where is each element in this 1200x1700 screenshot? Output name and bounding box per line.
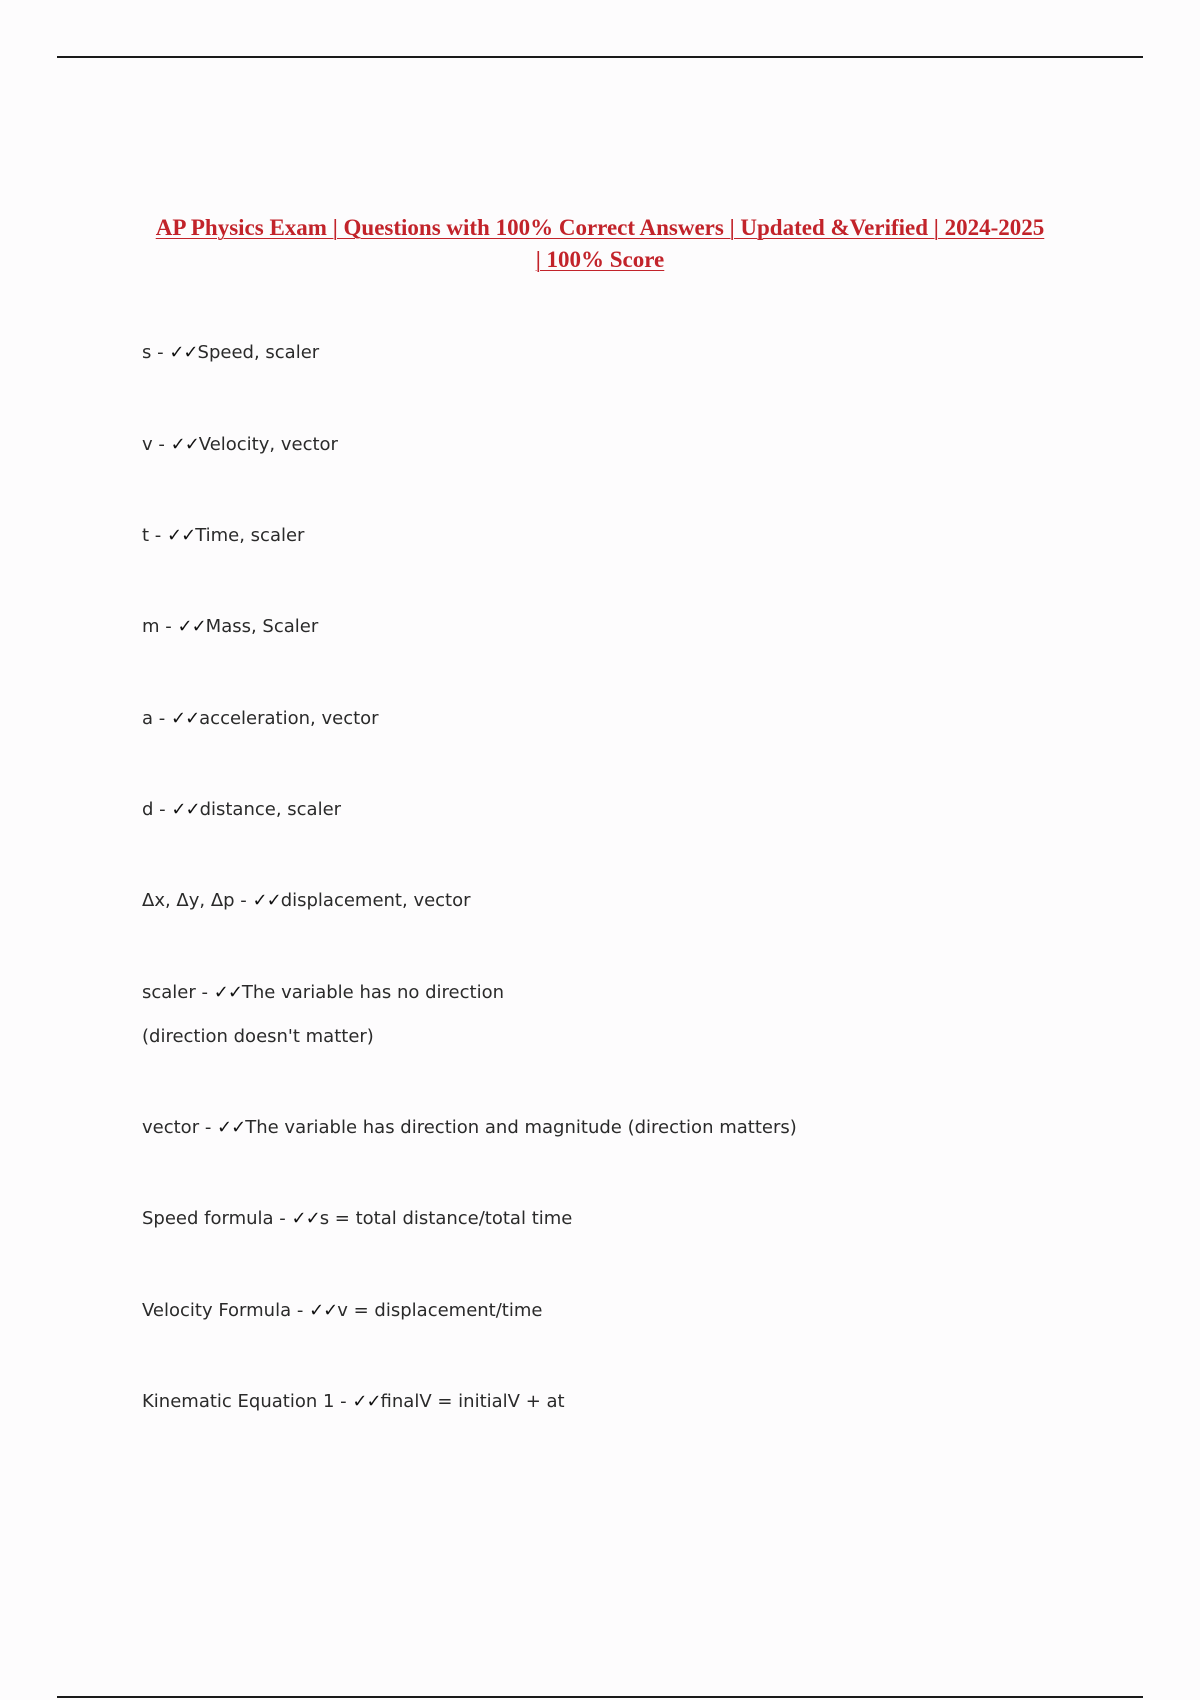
qa-answer: Speed, scaler xyxy=(197,342,320,363)
qa-separator: - xyxy=(199,1117,218,1138)
document-title-line1: AP Physics Exam | Questions with 100% Correct Answers | Updated &Verified | 2024-2025 xyxy=(155,215,1045,240)
qa-term: vector xyxy=(142,1117,200,1138)
qa-term: Kinematic Equation 1 xyxy=(142,1391,335,1412)
qa-term: scaler xyxy=(142,982,196,1003)
qa-item-v xyxy=(142,423,338,467)
document-title xyxy=(100,212,1100,276)
check-mark-icon: ✓✓ xyxy=(170,434,199,455)
qa-separator: - xyxy=(334,1391,353,1412)
qa-term: m xyxy=(142,616,160,637)
qa-item-s xyxy=(142,331,319,375)
qa-separator: - xyxy=(153,708,171,729)
check-mark-icon: ✓✓ xyxy=(170,708,200,729)
qa-term: v xyxy=(142,434,153,455)
qa-separator: - xyxy=(234,890,253,911)
qa-item-m xyxy=(142,605,318,649)
qa-item-vector xyxy=(142,1106,797,1150)
qa-separator: - xyxy=(151,342,170,363)
qa-answer: v = displacement/time xyxy=(337,1300,543,1321)
qa-separator: - xyxy=(153,799,172,820)
check-mark-icon: ✓✓ xyxy=(171,799,200,820)
check-mark-icon: ✓✓ xyxy=(169,342,198,363)
qa-separator: - xyxy=(152,434,171,455)
document-title-line2: | 100% Score xyxy=(535,247,665,272)
qa-separator: - xyxy=(291,1300,310,1321)
qa-answer-continuation: (direction doesn't matter) xyxy=(142,1026,374,1047)
qa-term: Δx, Δy, Δp xyxy=(142,890,235,911)
check-mark-icon: ✓✓ xyxy=(213,982,242,1003)
qa-answer: displacement, vector xyxy=(280,890,471,911)
check-mark-icon: ✓✓ xyxy=(177,616,206,637)
qa-answer: Velocity, vector xyxy=(198,434,338,455)
check-mark-icon: ✓✓ xyxy=(217,1117,246,1138)
qa-term: Speed formula xyxy=(142,1208,274,1229)
check-mark-icon: ✓✓ xyxy=(309,1300,338,1321)
check-mark-icon: ✓✓ xyxy=(352,1391,381,1412)
qa-answer: s = total distance/total time xyxy=(319,1208,573,1229)
qa-term: s xyxy=(142,342,152,363)
qa-answer: finalV = initialV + at xyxy=(380,1391,565,1412)
qa-term: t xyxy=(142,525,150,546)
qa-separator: - xyxy=(159,616,178,637)
qa-separator: - xyxy=(273,1208,292,1229)
check-mark-icon: ✓✓ xyxy=(291,1208,320,1229)
check-mark-icon: ✓✓ xyxy=(252,890,281,911)
qa-item-d xyxy=(142,788,341,832)
qa-answer: The variable has direction and magnitude (direction matters) xyxy=(245,1117,797,1138)
qa-item-speed-formula xyxy=(142,1197,572,1241)
qa-item-scaler xyxy=(142,971,504,1059)
check-mark-icon: ✓✓ xyxy=(167,525,196,546)
qa-answer: Mass, Scaler xyxy=(205,616,319,637)
footer-rule xyxy=(57,1696,1143,1698)
qa-item-kinematic-equation-1 xyxy=(142,1380,565,1424)
qa-separator: - xyxy=(149,525,168,546)
qa-answer: acceleration, vector xyxy=(199,708,379,729)
qa-item-displacement xyxy=(142,879,471,923)
qa-item-a xyxy=(142,697,379,741)
qa-term: Velocity Formula xyxy=(142,1300,292,1321)
qa-item-t xyxy=(142,514,304,558)
qa-answer: distance, scaler xyxy=(199,799,342,820)
qa-answer: The variable has no direction xyxy=(241,982,505,1003)
qa-item-velocity-formula xyxy=(142,1289,542,1333)
qa-term: a xyxy=(142,708,154,729)
qa-answer: Time, scaler xyxy=(195,525,305,546)
qa-term: d xyxy=(142,799,154,820)
qa-separator: - xyxy=(195,982,214,1003)
header-rule xyxy=(57,56,1143,58)
